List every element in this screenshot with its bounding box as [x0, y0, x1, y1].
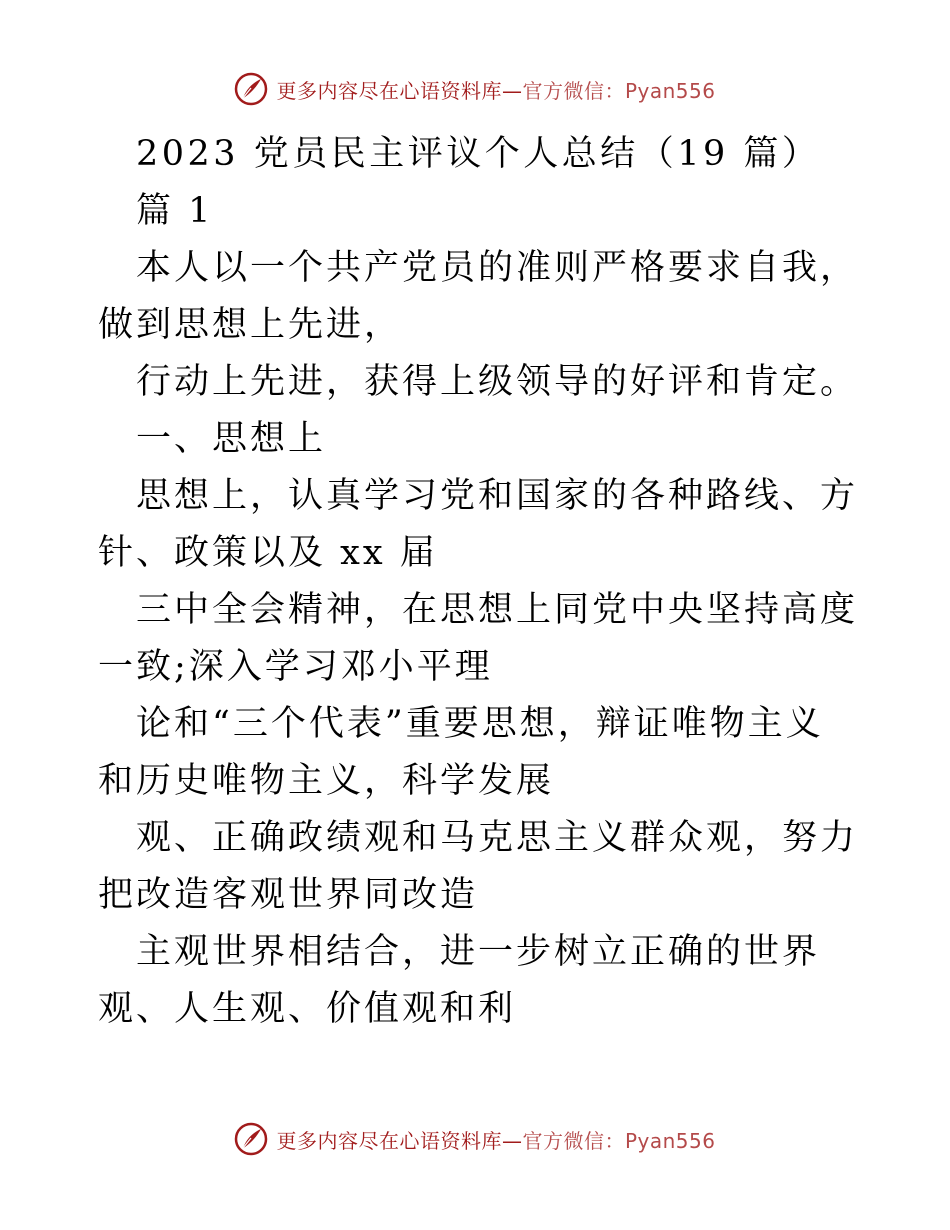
paragraph: 本人以一个共产党员的准则严格要求自我，做到思想上先进，	[98, 248, 859, 345]
header-watermark-banner	[0, 72, 950, 106]
feather-pen-logo-icon	[234, 72, 268, 106]
footer-watermark-banner	[0, 1122, 950, 1156]
banner-text: 更多内容尽在心语资料库—官方微信：Pyan556	[276, 1128, 716, 1153]
section-label: 篇 1	[136, 191, 214, 231]
document-title: 2023 党员民主评议个人总结（19 篇）	[136, 134, 821, 174]
paragraph: 论和“三个代表”重要思想，辩证唯物主义和历史唯物主义，科学发展	[98, 704, 824, 801]
feather-pen-logo-icon	[234, 1122, 268, 1156]
paragraph: 观、正确政绩观和马克思主义群众观，努力把改造客观世界同改造	[98, 818, 859, 915]
section-heading: 一、思想上	[136, 419, 327, 459]
paragraph: 行动上先进，获得上级领导的好评和肯定。	[136, 362, 859, 402]
paragraph: 思想上，认真学习党和国家的各种路线、方针、政策以及 xx 届	[98, 476, 859, 573]
document-body	[98, 126, 858, 1038]
paragraph: 三中全会精神，在思想上同党中央坚持高度一致;深入学习邓小平理	[98, 590, 859, 687]
paragraph: 主观世界相结合，进一步树立正确的世界观、人生观、价值观和利	[98, 932, 821, 1029]
banner-text: 更多内容尽在心语资料库—官方微信：Pyan556	[276, 78, 716, 103]
